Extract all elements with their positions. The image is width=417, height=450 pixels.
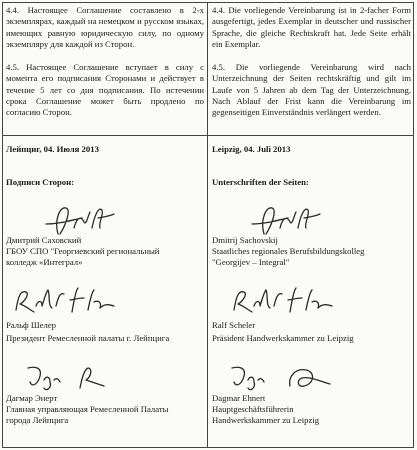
signer1-name-de: Dmitrij Sachovskij: [212, 235, 278, 245]
signer3-name-ru: Дагмар Энерт: [6, 393, 58, 403]
row-divider: [2, 135, 414, 136]
signature-ehnert-ru: [22, 358, 112, 394]
signer3-org-ru-2: города Лейпцига: [6, 415, 69, 425]
signature-scheler-ru: [10, 282, 120, 318]
signer2-name-de: Ralf Scheler: [212, 320, 256, 330]
signer3-org-de: Hauptgeschäftsführerin: [212, 404, 294, 414]
clause-4-5-ru: 4.5. Настоящее Соглашение вступает в силу с момента его подписания Сторонами и действует в течение 5 лет со дня подписания. По истечении срока Соглашение может быть продлено по согласию Сторон.: [6, 62, 204, 118]
clause-4-4-de: 4.4. Die vorliegende Vereinbarung ist in 2-facher Form ausgefertigt, jedes Exemplar in deutscher und russischer Sprache, die gleiche Rechtskraft hat. Jede Seite erhält ein Exemplar.: [212, 5, 411, 49]
signatures-heading-de: Unterschriften der Seiten:: [212, 177, 309, 187]
signer1-org-ru-2: колледж «Интеграл»: [6, 257, 83, 267]
signer1-org-ru: ГБОУ СПО "Георгиевский региональный: [6, 246, 160, 256]
signer1-org-de: Staatliches regionales Berufsbildungskolleg: [212, 246, 365, 256]
signature-sachovskij-ru: [40, 198, 120, 240]
column-divider: [207, 2, 208, 448]
signer1-org-de-2: "Georgijev – Integral": [212, 257, 290, 267]
signer2-org-ru: Президент Ремесленной палаты г. Лейпцига: [6, 333, 170, 343]
signer3-org-ru: Главная управляющая Ремесленной Палаты: [6, 404, 169, 414]
signer1-name-ru: Дмитрий Саховский: [6, 235, 82, 245]
signer2-org-de: Präsident Handwerkskammer zu Leipzig: [212, 333, 354, 343]
signer3-org-de-2: Handwerkskammer zu Leipzig: [212, 415, 320, 425]
signer3-name-de: Dagmar Ehnert: [212, 393, 266, 403]
clause-4-5-de: 4.5. Die vorliegende Vereinbarung wird nach Unterzeichnung der Seiten rechtskräftig und gilt im Laufe von 5 Jahren ab dem Tag der Unterzeichnung. Nach Ablauf der Frist kann die Vereinbarung im gegenseitigen Einverständnis verlängert werden.: [212, 62, 411, 118]
signer2-name-ru: Ральф Шелер: [6, 320, 57, 330]
signatures-heading-ru: Подписи Сторон:: [6, 177, 75, 187]
clause-4-4-ru: 4.4. Настоящее Соглашение составлено в 2-х экземплярах, каждый на немецком и русском языках, имеющих равную юридическую силу, по одному экземпляру для каждой из Сторон.: [6, 5, 204, 49]
signature-scheler-de: [228, 282, 338, 318]
signature-sachovskij-de: [246, 198, 326, 240]
date-ru: Лейпциг, 04. Июля 2013: [6, 144, 99, 154]
signature-ehnert-de: [226, 358, 336, 394]
date-de: Leipzig, 04. Juli 2013: [212, 144, 291, 154]
